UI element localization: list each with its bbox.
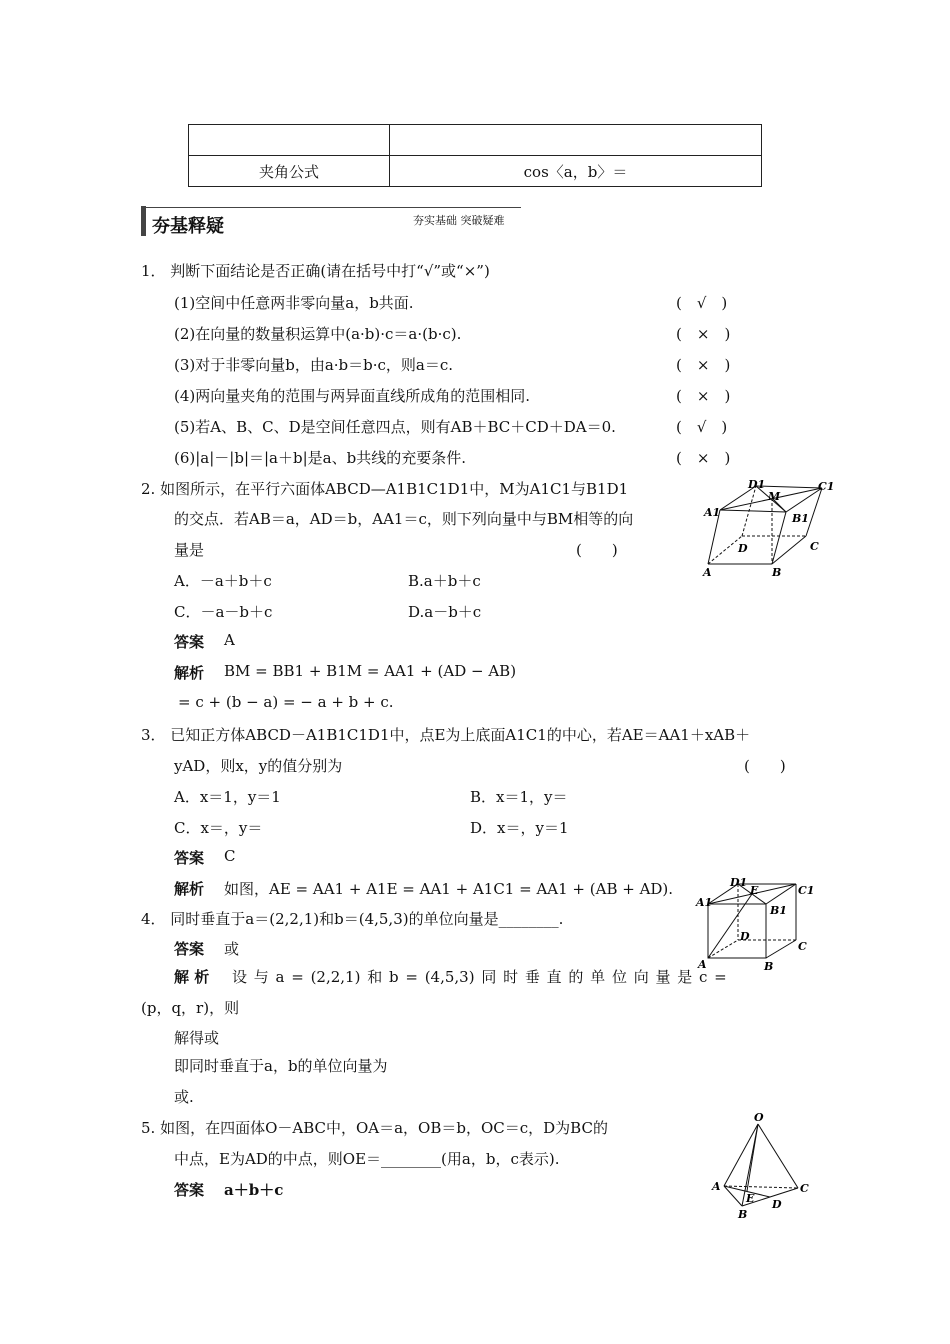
q4-answer: 或 <box>224 940 240 958</box>
q2-analysis-1: BM = BB1 + B1M = AA1 + (AD − AB) <box>224 662 517 680</box>
parallelepiped-figure <box>700 478 840 582</box>
q2-option-c: C．－a－b＋c <box>174 603 273 621</box>
fig3-label-e: E <box>746 1192 755 1205</box>
section-subtitle: 夯实基础 突破疑难 <box>413 214 505 227</box>
q5-answer-label: 答案 <box>174 1181 205 1199</box>
q4-analysis-1: 设 与 a = (2,2,1) 和 b = (4,5,3) 同 时 垂 直 的 单 位 向 量 是 c = <box>232 968 727 986</box>
q3-line1: 3． 已知正方体ABCD－A1B1C1D1中，点E为上底面A1C1的中心，若AE＝AA1＋xAB＋ <box>141 726 751 744</box>
q5-answer: a＋b＋c <box>224 1181 284 1199</box>
q2-option-d: D.a－b＋c <box>408 603 482 621</box>
q2-paren: ( ) <box>576 541 618 559</box>
fig3-label-b: B <box>738 1208 748 1221</box>
q1-item-3: (3)对于非零向量b，由a·b＝b·c，则a＝c. <box>174 356 454 374</box>
fig2-label-e: E <box>750 884 759 897</box>
q1-paren-6: ( × ) <box>676 449 731 467</box>
q2-line3: 量是 <box>174 541 205 559</box>
q4-analysis-4: 即同时垂直于a，b的单位向量为 <box>174 1057 388 1075</box>
q3-option-d: D．x＝，y＝1 <box>470 819 569 837</box>
fig2-label-d1: D1 <box>730 876 748 889</box>
q3-answer: C <box>224 847 236 865</box>
q1-paren-3: ( × ) <box>676 356 731 374</box>
q1-item-2: (2)在向量的数量积运算中(a·b)·c＝a·(b·c). <box>174 325 462 343</box>
cube-figure <box>694 874 818 974</box>
q1-item-6: (6)|a|－|b|＝|a＋b|是a、b共线的充要条件. <box>174 449 466 467</box>
q2-analysis-label: 解析 <box>174 664 205 682</box>
fig2-label-b1: B1 <box>770 904 787 917</box>
q1-stem: 1． 判断下面结论是否正确(请在括号中打“√”或“×”) <box>141 262 490 280</box>
q3-option-a: A．x＝1，y＝1 <box>174 788 281 806</box>
section-title: 夯基释疑 <box>152 216 224 237</box>
q3-option-b: B．x＝1，y＝ <box>470 788 568 806</box>
formula-table <box>188 124 762 187</box>
q3-line2: yAD，则x，y的值分别为 <box>174 757 343 775</box>
q2-option-a: A．－a＋b＋c <box>174 572 272 590</box>
q3-option-c: C．x＝，y＝ <box>174 819 263 837</box>
fig3-label-o: O <box>754 1111 764 1124</box>
q2-line1: 2. 如图所示，在平行六面体ABCD—A1B1C1D1中，M为A1C1与B1D1 <box>141 480 629 498</box>
tetrahedron-figure <box>710 1110 814 1222</box>
q4-analysis-5: 或. <box>174 1088 194 1106</box>
q4-analysis-2: (p，q，r)，则 <box>141 999 240 1017</box>
q1-paren-4: ( × ) <box>676 387 731 405</box>
q2-analysis-2: = c + (b − a) = − a + b + c. <box>178 693 394 711</box>
fig1-label-d1: D1 <box>748 478 766 491</box>
fig3-label-a: A <box>712 1180 721 1193</box>
q3-paren: ( ) <box>744 757 786 775</box>
q1-paren-5: ( √ ) <box>676 418 728 436</box>
q3-analysis: 如图，AE = AA1 + A1E = AA1 + A1C1 = AA1 + (AB + AD). <box>224 880 674 898</box>
fig1-label-c1: C1 <box>818 480 835 493</box>
fig3-label-d: D <box>772 1198 782 1211</box>
q1-item-4: (4)两向量夹角的范围与两异面直线所成角的范围相同. <box>174 387 531 405</box>
q5-line2: 中点，E为AD的中点，则OE＝________(用a，b，c表示). <box>174 1150 560 1168</box>
fig1-label-b: B <box>772 566 782 579</box>
q1-paren-1: ( √ ) <box>676 294 728 312</box>
q4-answer-label: 答案 <box>174 940 205 958</box>
q5-line1: 5. 如图，在四面体O－ABC中，OA＝a，OB＝b，OC＝c，D为BC的 <box>141 1119 608 1137</box>
q1-item-1: (1)空间中任意两非零向量a，b共面. <box>174 294 414 312</box>
q1-item-5: (5)若A、B、C、D是空间任意四点，则有AB＋BC＋CD＋DA＝0. <box>174 418 616 436</box>
q3-answer-label: 答案 <box>174 849 205 867</box>
q3-analysis-label: 解析 <box>174 880 205 898</box>
fig2-label-c1: C1 <box>798 884 815 897</box>
fig2-label-d: D <box>740 930 750 943</box>
fig2-label-c: C <box>798 940 807 953</box>
table-cell <box>189 125 390 156</box>
section-bar <box>141 206 146 236</box>
fig2-label-a: A <box>698 958 707 971</box>
fig2-label-a1: A1 <box>696 896 713 909</box>
fig1-label-c: C <box>810 540 819 553</box>
q1-paren-2: ( × ) <box>676 325 731 343</box>
table-cell: cos〈a，b〉＝ <box>390 156 762 187</box>
fig1-label-b1: B1 <box>792 512 809 525</box>
fig2-label-b: B <box>764 960 774 973</box>
table-cell: 夹角公式 <box>189 156 390 187</box>
q2-answer: A <box>224 631 235 649</box>
q2-answer-label: 答案 <box>174 633 205 651</box>
fig1-label-a: A <box>703 566 712 579</box>
fig1-label-a1: A1 <box>704 506 721 519</box>
q4-analysis-label: 解 析 <box>174 968 210 986</box>
q4-line1: 4． 同时垂直于a＝(2,2,1)和b＝(4,5,3)的单位向量是________. <box>141 910 564 928</box>
fig1-label-d: D <box>738 542 748 555</box>
q2-option-b: B.a＋b＋c <box>408 572 481 590</box>
fig3-label-c: C <box>800 1182 809 1195</box>
fig1-label-m: M <box>768 490 781 503</box>
q4-analysis-3: 解得或 <box>174 1029 220 1047</box>
q2-line2: 的交点．若AB＝a，AD＝b，AA1＝c，则下列向量中与BM相等的向 <box>174 510 634 528</box>
table-cell <box>390 125 762 156</box>
section-rule <box>146 207 521 208</box>
